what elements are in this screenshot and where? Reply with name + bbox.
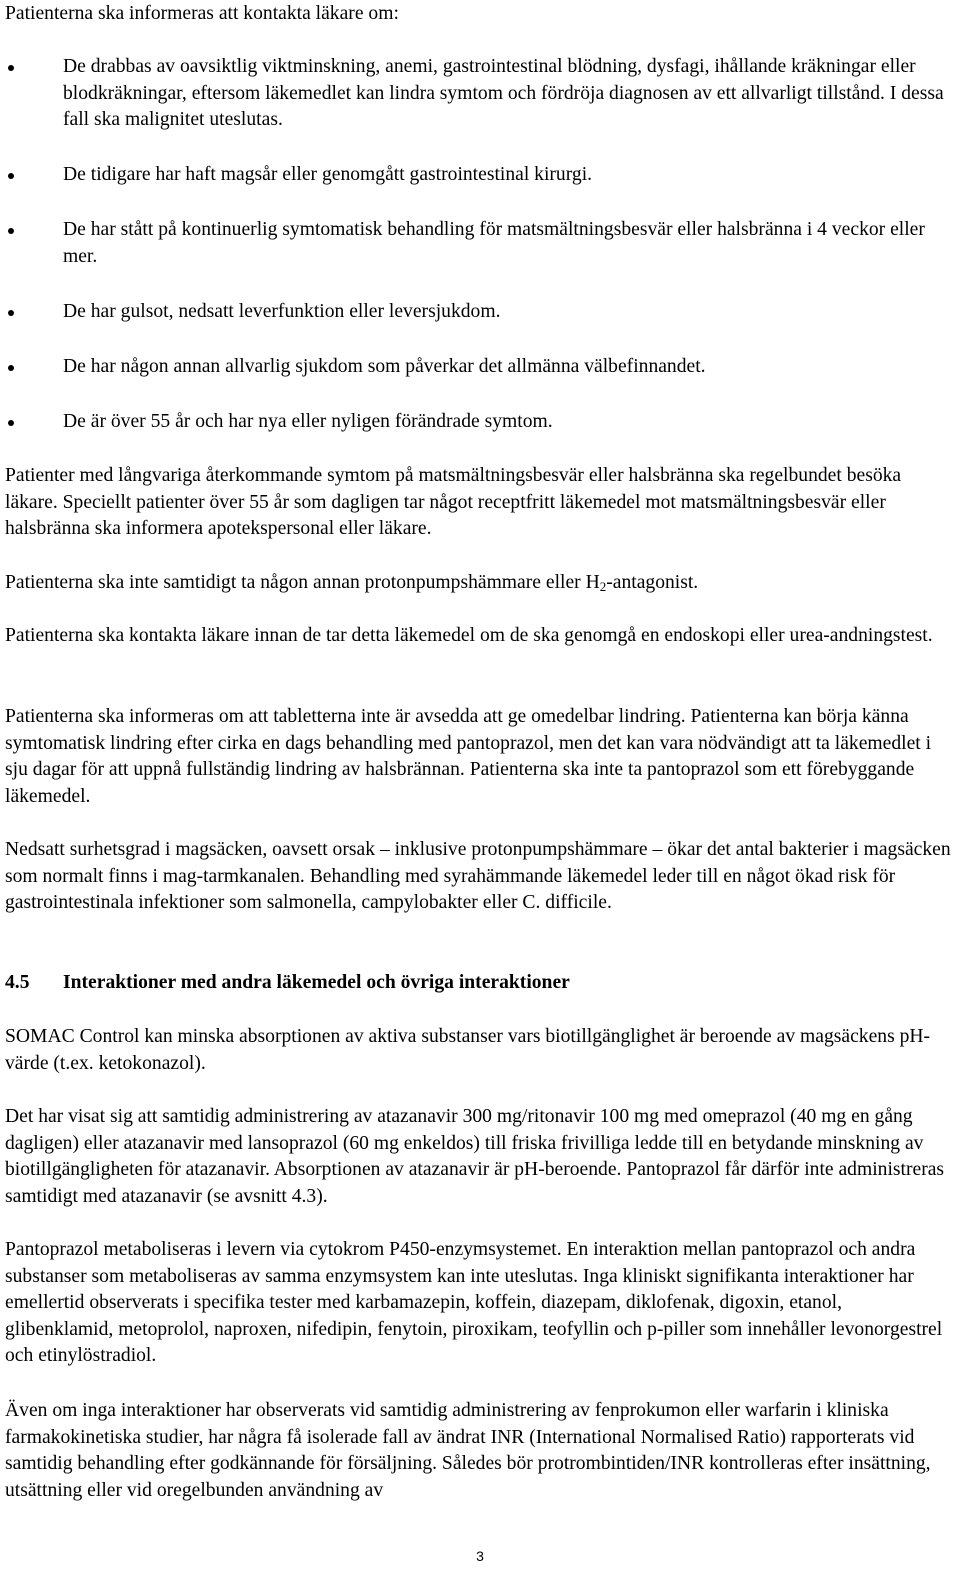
bullet-icon [8,365,14,371]
list-item [5,354,953,381]
list-item [5,409,953,436]
section-heading [5,970,953,997]
section-number: 4.5 [5,972,30,993]
list-item [5,162,953,189]
h2-antagonist-paragraph [5,570,953,597]
page-number: 3 [476,1548,484,1564]
relief-paragraph: Patienterna ska informeras om att tabletterna inte är avsedda att ge omedelbar lindring. Patienterna kan börja känna symtomatisk lindring efter cirka en dags behandling med pantoprazol, men det kan vara nödvändigt att ta läkemedlet i sju dagar för att uppnå fullständig lindring av halsbrännan. Patienterna ska inte ta pantoprazol som ett förebyggande läkemedel. [5,706,932,807]
intro-paragraph: Patienterna ska informeras att kontakta läkare om: [5,3,399,24]
bullet-icon [8,420,14,426]
h2-text-after: -antagonist. [606,572,699,593]
acidity-paragraph: Nedsatt surhetsgrad i magsäcken, oavsett orsak – inklusive protonpumpshämmare – ökar det antal bakterier i magsäcken som normalt finns i mag-tarmkanalen. Behandling med syrahämmande läkemedel leder till en något ökad risk för gastrointestinala infektioner som salmonella, campylobakter eller C. difficile. [5,839,951,913]
bullet-icon [8,228,14,234]
endoscopy-paragraph: Patienterna ska kontakta läkare innan de tar detta läkemedel om de ska genomgå en endoskopi eller urea-andningstest. [5,625,933,646]
longterm-paragraph: Patienter med långvariga återkommande symtom på matsmältningsbesvär eller halsbränna ska regelbundet besöka läkare. Speciellt patienter över 55 år som dagligen tar något receptfritt läkemedel mot matsmältningsbesvär eller halsbränna ska informera apotekspersonal eller läkare. [5,465,902,539]
h2-subscript: 2 [599,579,607,594]
warfarin-paragraph: Även om inga interaktioner har observerats vid samtidig administrering av fenprokumon eller warfarin i kliniska farmakokinetiska studier, har några få isolerade fall av ändrat INR (International Normalised Ratio) rapporterats vid samtidig behandling efter godkännande för försäljning. Således bör protrombintiden/INR kontrolleras efter insättning, utsättning eller vid oregelbunden användning av [5,1400,931,1501]
list-item [5,299,953,326]
somac-paragraph: SOMAC Control kan minska absorptionen av aktiva substanser vars biotillgänglighet är beroende av magsäckens pH-värde (t.ex. ketokonazol). [5,1026,931,1074]
list-item-text: De drabbas av oavsiktlig viktminskning, anemi, gastrointestinal blödning, dysfagi, ihållande kräkningar eller blodkräkningar, eftersom läkemedlet kan lindra symtom och fördröja diagnosen av ett allvarligt tillstånd. I dessa fall ska malignitet uteslutas. [63,56,944,130]
h2-text-before: Patienterna ska inte samtidigt ta någon annan protonpumpshämmare eller H [5,572,600,593]
list-item-text: De tidigare har haft magsår eller genomgått gastrointestinal kirurgi. [63,164,593,185]
list-item-text: De är över 55 år och har nya eller nyligen förändrade symtom. [63,410,553,432]
section-title: Interaktioner med andra läkemedel och övriga interaktioner [63,972,570,993]
cyp-paragraph: Pantoprazol metaboliseras i levern via cytokrom P450-enzymsystemet. En interaktion mellan pantoprazol och andra substanser som metaboliseras av samma enzymsystem kan inte uteslutas. Inga kliniskt signifikanta interaktioner har emellertid observerats i specifika tester med karbamazepin, koffein, diazepam, diklofenak, digoxin, etanol, glibenklamid, metoprolol, naproxen, nifedipin, fenytoin, piroxikam, teofyllin och p-piller som innehåller levonorgestrel och etinylöstradiol. [5,1239,943,1366]
list-item [5,217,953,270]
list-item-text: De har gulsot, nedsatt leverfunktion eller leversjukdom. [63,300,501,322]
list-item-text: De har stått på kontinuerlig symtomatisk behandling för matsmältningsbesvär eller halsbränna i 4 veckor eller mer. [63,219,925,267]
list-item-text: De har någon annan allvarlig sjukdom som påverkar det allmänna välbefinnandet. [63,355,706,377]
atazanavir-paragraph: Det har visat sig att samtidig administrering av atazanavir 300 mg/ritonavir 100 mg med omeprazol (40 mg en gång dagligen) eller atazanavir med lansoprazol (60 mg enkeldos) till friska frivilliga ledde till en betydande minskning av biotillgängligheten för atazanavir. Absorptionen av atazanavir är pH-beroende. Pantoprazol får därför inte administreras samtidigt med atazanavir (se avsnitt 4.3). [5,1106,945,1207]
bullet-icon [8,310,14,316]
warning-list [5,54,953,464]
list-item [5,54,953,134]
bullet-icon [8,173,14,179]
bullet-icon [8,65,14,71]
